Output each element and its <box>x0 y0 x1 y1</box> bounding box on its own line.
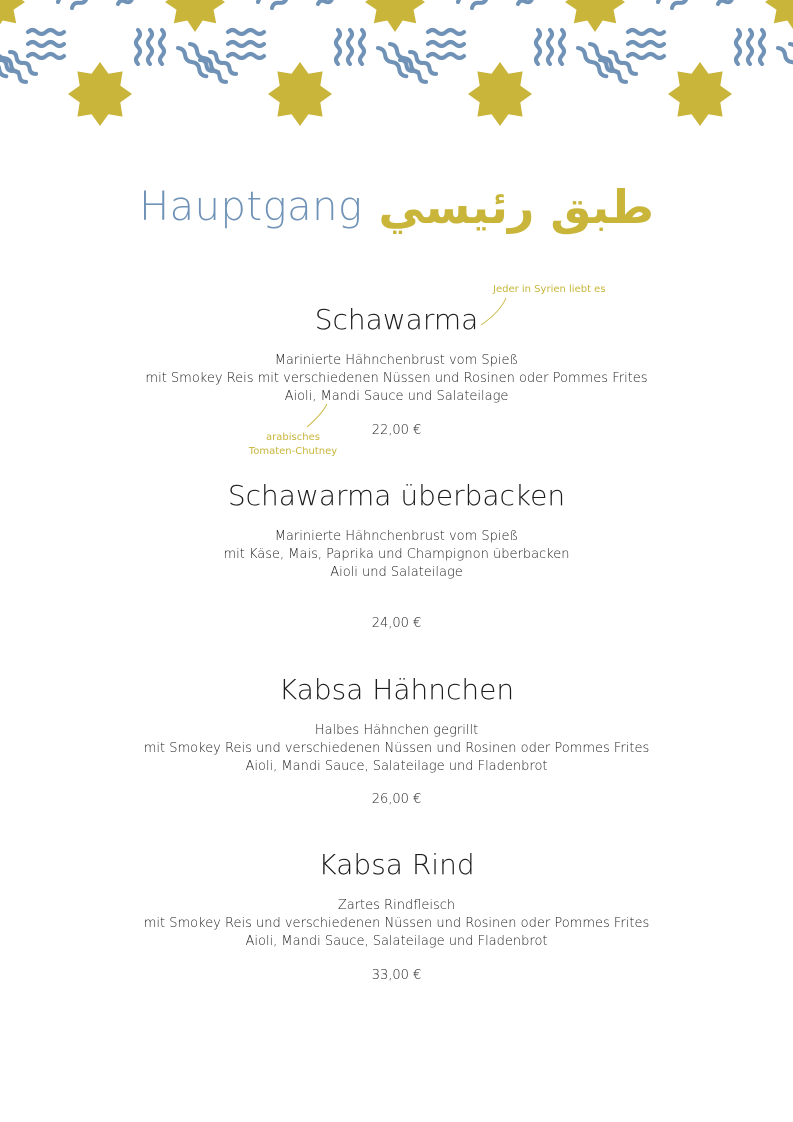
wave-icon <box>717 0 747 6</box>
wave-icon <box>671 0 703 10</box>
wave-icon <box>628 54 664 58</box>
wave-icon <box>336 30 340 64</box>
wave-icon <box>736 30 740 64</box>
dish-description-line: Marinierte Hähnchenbrust vom Spieß <box>274 353 519 368</box>
star-icon <box>468 62 532 126</box>
wave-icon <box>560 30 564 64</box>
star-icon <box>68 62 132 126</box>
wave-icon <box>760 30 764 64</box>
dish-description-line: mit Smokey Reis und verschiedenen Nüssen und Rosinen oder Pommes Frites <box>143 741 650 756</box>
dish-description-line: Zartes Rindfleisch <box>337 898 456 913</box>
annotation-note-line: Tomaten-Chutney <box>248 446 338 457</box>
dish-name: Schawarma <box>314 303 479 336</box>
section-title-german: Hauptgang <box>139 184 363 230</box>
star-icon <box>165 0 225 32</box>
dish-schawarma <box>0 302 793 406</box>
star-icon <box>565 0 625 32</box>
wave-icon <box>228 42 264 46</box>
annotation-note: Jeder in Syrien liebt es <box>493 284 606 295</box>
section-title-arabic: طبق رئيسي <box>378 180 654 234</box>
wave-icon <box>471 0 503 10</box>
wave-icon <box>28 30 64 34</box>
wave-icon <box>117 0 147 6</box>
wave-icon <box>536 30 540 64</box>
wave-icon <box>271 0 303 10</box>
wave-icon <box>160 30 164 64</box>
dish-description-line: Aioli, Mandi Sauce, Salateilage und Fladenbrot <box>245 934 548 949</box>
star-icon <box>268 62 332 126</box>
wave-icon <box>548 30 552 64</box>
dish-name: Kabsa Rind <box>318 848 475 881</box>
star-icon <box>668 62 732 126</box>
header-pattern <box>0 0 793 140</box>
dish-description-line: Aioli und Salateilage <box>330 565 463 580</box>
wave-icon <box>136 30 140 64</box>
wave-icon <box>228 54 264 58</box>
dish-description-line: Aioli, Mandi Sauce, Salateilage und Fladenbrot <box>245 759 548 774</box>
dish-price: 24,00 € <box>371 616 422 631</box>
dish-description-line: mit Käse, Mais, Paprika und Champignon überbacken <box>223 547 570 562</box>
dish-description-line: Halbes Hähnchen gegrillt <box>314 723 479 738</box>
wave-icon <box>317 0 347 6</box>
menu-section-title <box>0 180 793 234</box>
wave-icon <box>428 54 464 58</box>
wave-icon <box>777 47 793 78</box>
wave-icon <box>628 42 664 46</box>
wave-icon <box>789 43 793 74</box>
dish-price: 22,00 € <box>371 423 422 438</box>
wave-icon <box>71 0 103 10</box>
dish-description <box>0 897 793 951</box>
dish-description-line: Marinierte Hähnchenbrust vom Spieß <box>274 529 519 544</box>
dish-kabsa-rind <box>0 847 793 951</box>
wave-icon <box>28 42 64 46</box>
dish-name: Schawarma überbacken <box>227 479 566 512</box>
dish-description-line: mit Smokey Reis mit verschiedenen Nüssen und Rosinen oder Pommes Frites <box>145 371 648 386</box>
dish-kabsa-haehnchen <box>0 672 793 776</box>
star-icon <box>365 0 425 32</box>
dish-price: 33,00 € <box>371 968 422 983</box>
dish-description <box>0 528 793 582</box>
annotation-note <box>236 431 350 459</box>
dish-description <box>0 352 793 406</box>
dish-name: Kabsa Hähnchen <box>278 673 515 706</box>
wave-icon <box>348 30 352 64</box>
dish-price: 26,00 € <box>371 792 422 807</box>
wave-icon <box>428 42 464 46</box>
wave-icon <box>148 30 152 64</box>
dish-description-line: Aioli, Mandi Sauce und Salateilage <box>284 389 509 404</box>
wave-icon <box>428 30 464 34</box>
wave-icon <box>28 54 64 58</box>
dish-schawarma-ueberbacken <box>0 478 793 582</box>
wave-icon <box>748 30 752 64</box>
star-icon <box>765 0 793 32</box>
wave-icon <box>628 30 664 34</box>
wave-icon <box>517 0 547 6</box>
star-icon <box>0 0 25 32</box>
wave-icon <box>360 30 364 64</box>
wave-icon <box>228 30 264 34</box>
dish-description-line: mit Smokey Reis und verschiedenen Nüssen und Rosinen oder Pommes Frites <box>143 916 650 931</box>
dish-description <box>0 722 793 776</box>
annotation-note-line: arabisches <box>266 432 320 443</box>
